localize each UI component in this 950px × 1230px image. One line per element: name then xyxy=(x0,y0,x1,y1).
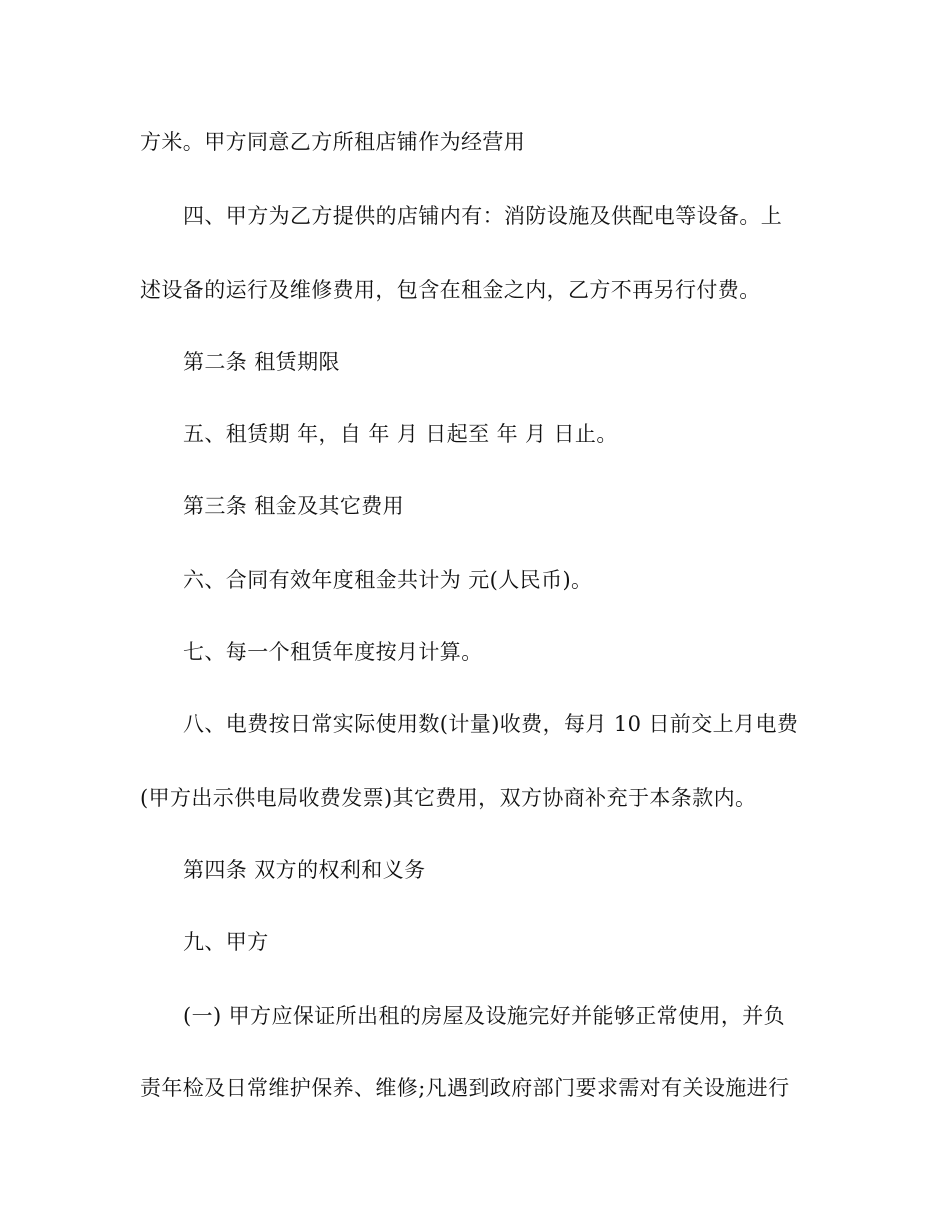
text-line: 四、甲方为乙方提供的店铺内有：消防设施及供配电等设备。上 xyxy=(183,204,783,228)
text-line: 方米。甲方同意乙方所租店铺作为经营用 xyxy=(140,130,526,154)
text-line: 五、租赁期 年，自 年 月 日起至 年 月 日止。 xyxy=(183,422,618,446)
text-line: 七、每一个租赁年度按月计算。 xyxy=(183,640,483,664)
section-heading: 第四条 双方的权利和义务 xyxy=(183,858,426,882)
section-heading: 第三条 租金及其它费用 xyxy=(183,494,405,518)
section-heading: 第二条 租赁期限 xyxy=(183,350,340,374)
text-line: (甲方出示供电局收费发票)其它费用，双方协商补充于本条款内。 xyxy=(140,786,757,810)
text-line: 九、甲方 xyxy=(183,930,269,954)
text-line: (一) 甲方应保证所出租的房屋及设施完好并能够正常使用，并负 xyxy=(183,1004,786,1028)
text-line: 述设备的运行及维修费用，包含在租金之内，乙方不再另行付费。 xyxy=(140,278,761,302)
text-line: 责年检及日常维护保养、维修;凡遇到政府部门要求需对有关设施进行 xyxy=(140,1076,790,1100)
text-line: 八、电费按日常实际使用数(计量)收费，每月 10 日前交上月电费 xyxy=(183,712,799,736)
text-line: 六、合同有效年度租金共计为 元(人民币)。 xyxy=(183,568,593,592)
